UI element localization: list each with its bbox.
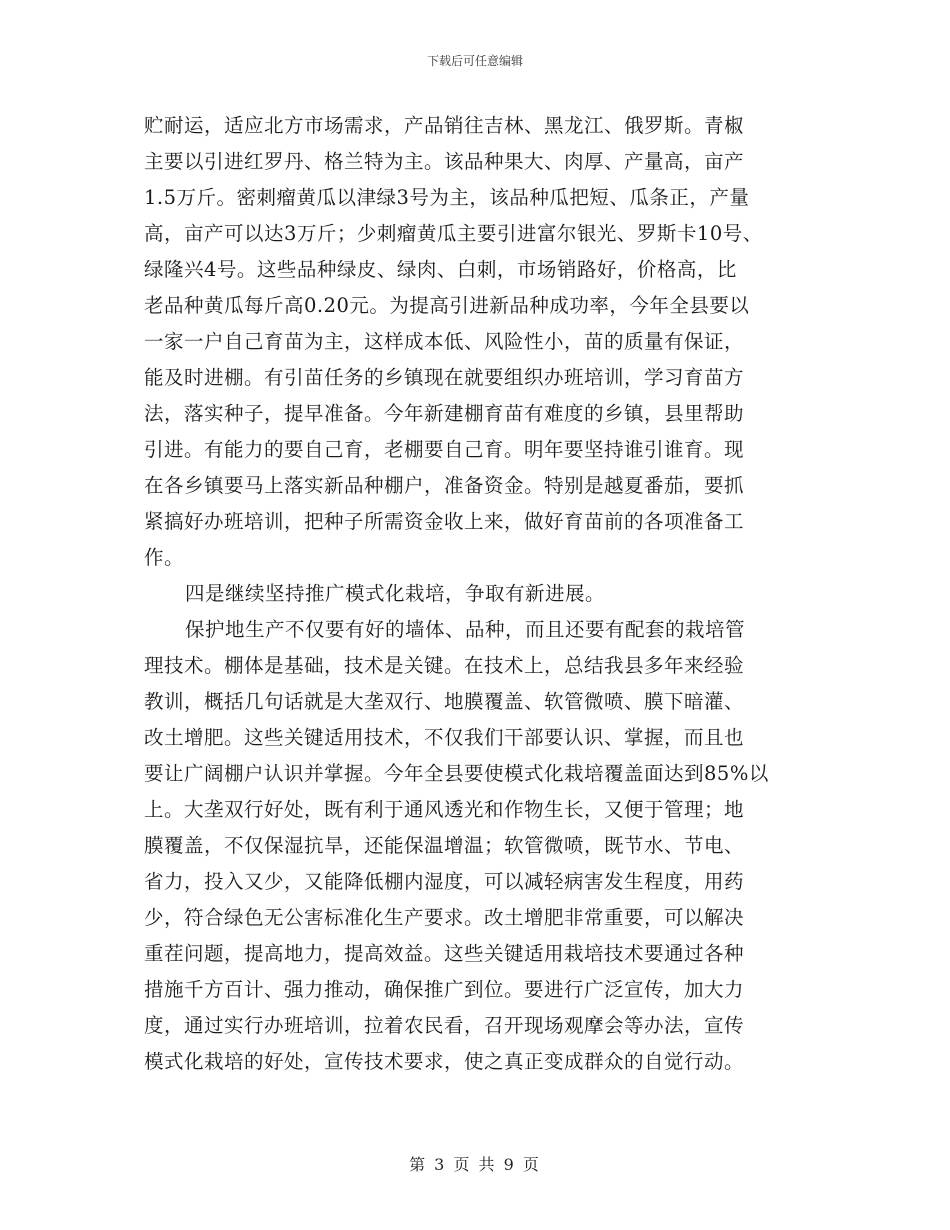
text-line: 改土增肥。这些关键适用技术，不仅我们干部要认识、掌握，而且也 xyxy=(144,726,745,749)
text-line: 度，通过实行办班培训，拉着农民看，召开现场观摩会等办法，宣传 xyxy=(144,1014,745,1037)
text-line: 紧搞好办班培训，把种子所需资金收上来，做好育苗前的各项准备工 xyxy=(144,510,745,533)
text-line: 引进。有能力的要自己育，老棚要自己育。明年要坚持谁引谁育。现 xyxy=(144,438,745,461)
text-line: 膜覆盖，不仅保湿抗旱，还能保温增温；软管微喷，既节水、节电、 xyxy=(144,834,745,857)
text-line: 1.5万斤。密刺瘤黄瓜以津绿3号为主，该品种瓜把短、瓜条正，产量 xyxy=(144,186,750,209)
text-line: 上。大垄双行好处，既有利于通风透光和作物生长，又便于管理；地 xyxy=(144,798,745,821)
text-line: 措施千方百计、强力推动，确保推广到位。要进行广泛宣传，加大力 xyxy=(144,978,745,1001)
page-header: 下载后可任意编辑 xyxy=(426,54,523,68)
text-line: 贮耐运，适应北方市场需求，产品销往吉林、黑龙江、俄罗斯。青椒 xyxy=(144,114,745,137)
text-line: 要让广阔棚户认识并掌握。今年全县要使模式化栽培覆盖面达到85%以 xyxy=(144,762,769,785)
section-heading: 四是继续坚持推广模式化栽培，争取有新进展。 xyxy=(185,582,606,605)
text-line: 高，亩产可以达3万斤；少刺瘤黄瓜主要引进富尔银光、罗斯卡10号、 xyxy=(144,222,763,245)
text-line: 在各乡镇要马上落实新品种棚户，准备资金。特别是越夏番茄，要抓 xyxy=(144,474,745,497)
text-line: 理技术。棚体是基础，技术是关键。在技术上，总结我县多年来经验 xyxy=(144,654,745,677)
text-line: 作。 xyxy=(144,546,185,569)
text-line: 能及时进棚。有引苗任务的乡镇现在就要组织办班培训，学习育苗方 xyxy=(144,366,745,389)
text-line: 省力，投入又少，又能降低棚内湿度，可以减轻病害发生程度，用药 xyxy=(144,870,745,893)
text-line: 主要以引进红罗丹、格兰特为主。该品种果大、肉厚、产量高，亩产 xyxy=(144,150,745,173)
text-line: 老品种黄瓜每斤高0.20元。为提高引进新品种成功率，今年全县要以 xyxy=(144,294,750,317)
text-line: 少，符合绿色无公害标准化生产要求。改土增肥非常重要，可以解决 xyxy=(144,906,745,929)
text-line: 重茬问题，提高地力，提高效益。这些关键适用栽培技术要通过各种 xyxy=(144,942,745,965)
page-number: 第 3 页 共 9 页 xyxy=(409,1155,541,1174)
text-line: 法，落实种子，提早准备。今年新建棚育苗有难度的乡镇，县里帮助 xyxy=(144,402,745,425)
document-body xyxy=(144,108,810,1080)
text-line: 模式化栽培的好处，宣传技术要求，使之真正变成群众的自觉行动。 xyxy=(144,1050,745,1073)
text-line: 绿隆兴4号。这些品种绿皮、绿肉、白刺，市场销路好，价格高，比 xyxy=(144,258,737,281)
text-line: 一家一户自己育苗为主，这样成本低、风险性小，苗的质量有保证， xyxy=(144,330,745,353)
text-line: 教训，概括几句话就是大垄双行、地膜覆盖、软管微喷、膜下暗灌、 xyxy=(144,690,745,713)
paragraph-start: 保护地生产不仅要有好的墙体、品种，而且还要有配套的栽培管 xyxy=(185,618,746,641)
